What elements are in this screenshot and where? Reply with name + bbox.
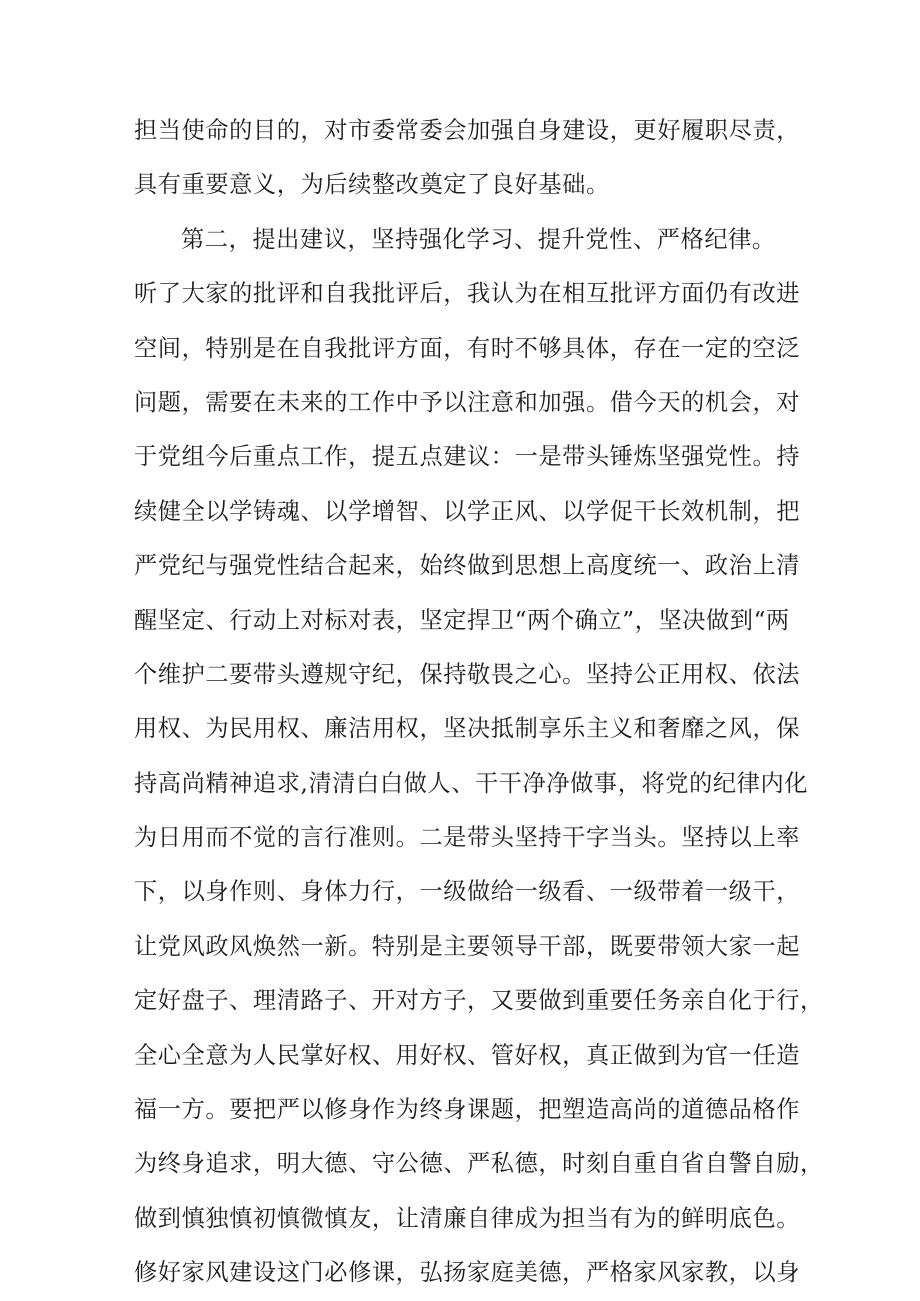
text-line-22: 修好家风建设这门必修课，弘扬家庭美德，严格家风家教，以身 [134,1259,801,1287]
text-line-5: 空间，特别是在自我批评方面，有时不够具体，存在一定的空泛 [134,334,801,362]
text-line-21: 做到慎独慎初慎微慎友，让清廉自律成为担当有为的鲜明底色。 [134,1204,801,1232]
text-line-9: 严党纪与强党性结合起来，始终做到思想上高度统一、政治上清 [134,552,801,580]
text-line-4: 听了大家的批评和自我批评后，我认为在相互批评方面仍有改进 [134,280,801,308]
text-line-20: 为终身追求，明大德、守公德、严私德，时刻自重自省自警自励， [134,1150,824,1178]
text-line-11: 个维护二要带头遵规守纪，保持敬畏之心。坚持公正用权、依法 [134,660,801,688]
text-line-19: 福一方。要把严以修身作为终身课题，把塑造高尚的道德品格作 [134,1096,801,1124]
text-line-14: 为日用而不觉的言行准则。二是带头坚持干字当头。坚持以上率 [134,824,801,852]
text-line-8: 续健全以学铸魂、以学增智、以学正风、以学促干长效机制，把 [134,497,801,525]
text-line-3: 第二，提出建议，坚持强化学习、提升党性、严格纪律。 [181,225,776,253]
text-line-7: 于党组今后重点工作，提五点建议：一是带头锤炼坚强党性。持 [134,443,801,471]
body-text [134,104,824,1301]
text-line-13: 持高尚精神追求,清清白白做人、干干净净做事，将党的纪律内化 [134,769,809,797]
text-line-16: 让党风政风焕然一新。特别是主要领导干部，既要带领大家一起 [134,932,801,960]
text-line-6: 问题，需要在未来的工作中予以注意和加强。借今天的机会，对 [134,388,801,416]
text-line-1: 担当使命的目的，对市委常委会加强自身建设，更好履职尽责， [134,117,801,144]
text-line-15: 下，以身作则、身体力行，一级做给一级看、一级带着一级干， [134,878,801,906]
text-line-18: 全心全意为人民掌好权、用好权、管好权，真正做到为官一任造 [134,1041,801,1069]
text-line-10: 醒坚定、行动上对标对表，坚定捍卫“两个确立”，坚决做到“两 [134,606,790,634]
text-line-17: 定好盘子、理清路子、开对方子，又要做到重要任务亲自化于行， [134,987,824,1015]
text-line-12: 用权、为民用权、廉洁用权，坚决抵制享乐主义和奢靡之风，保 [134,715,801,743]
text-line-2: 具有重要意义，为后续整改奠定了良好基础。 [134,171,610,199]
